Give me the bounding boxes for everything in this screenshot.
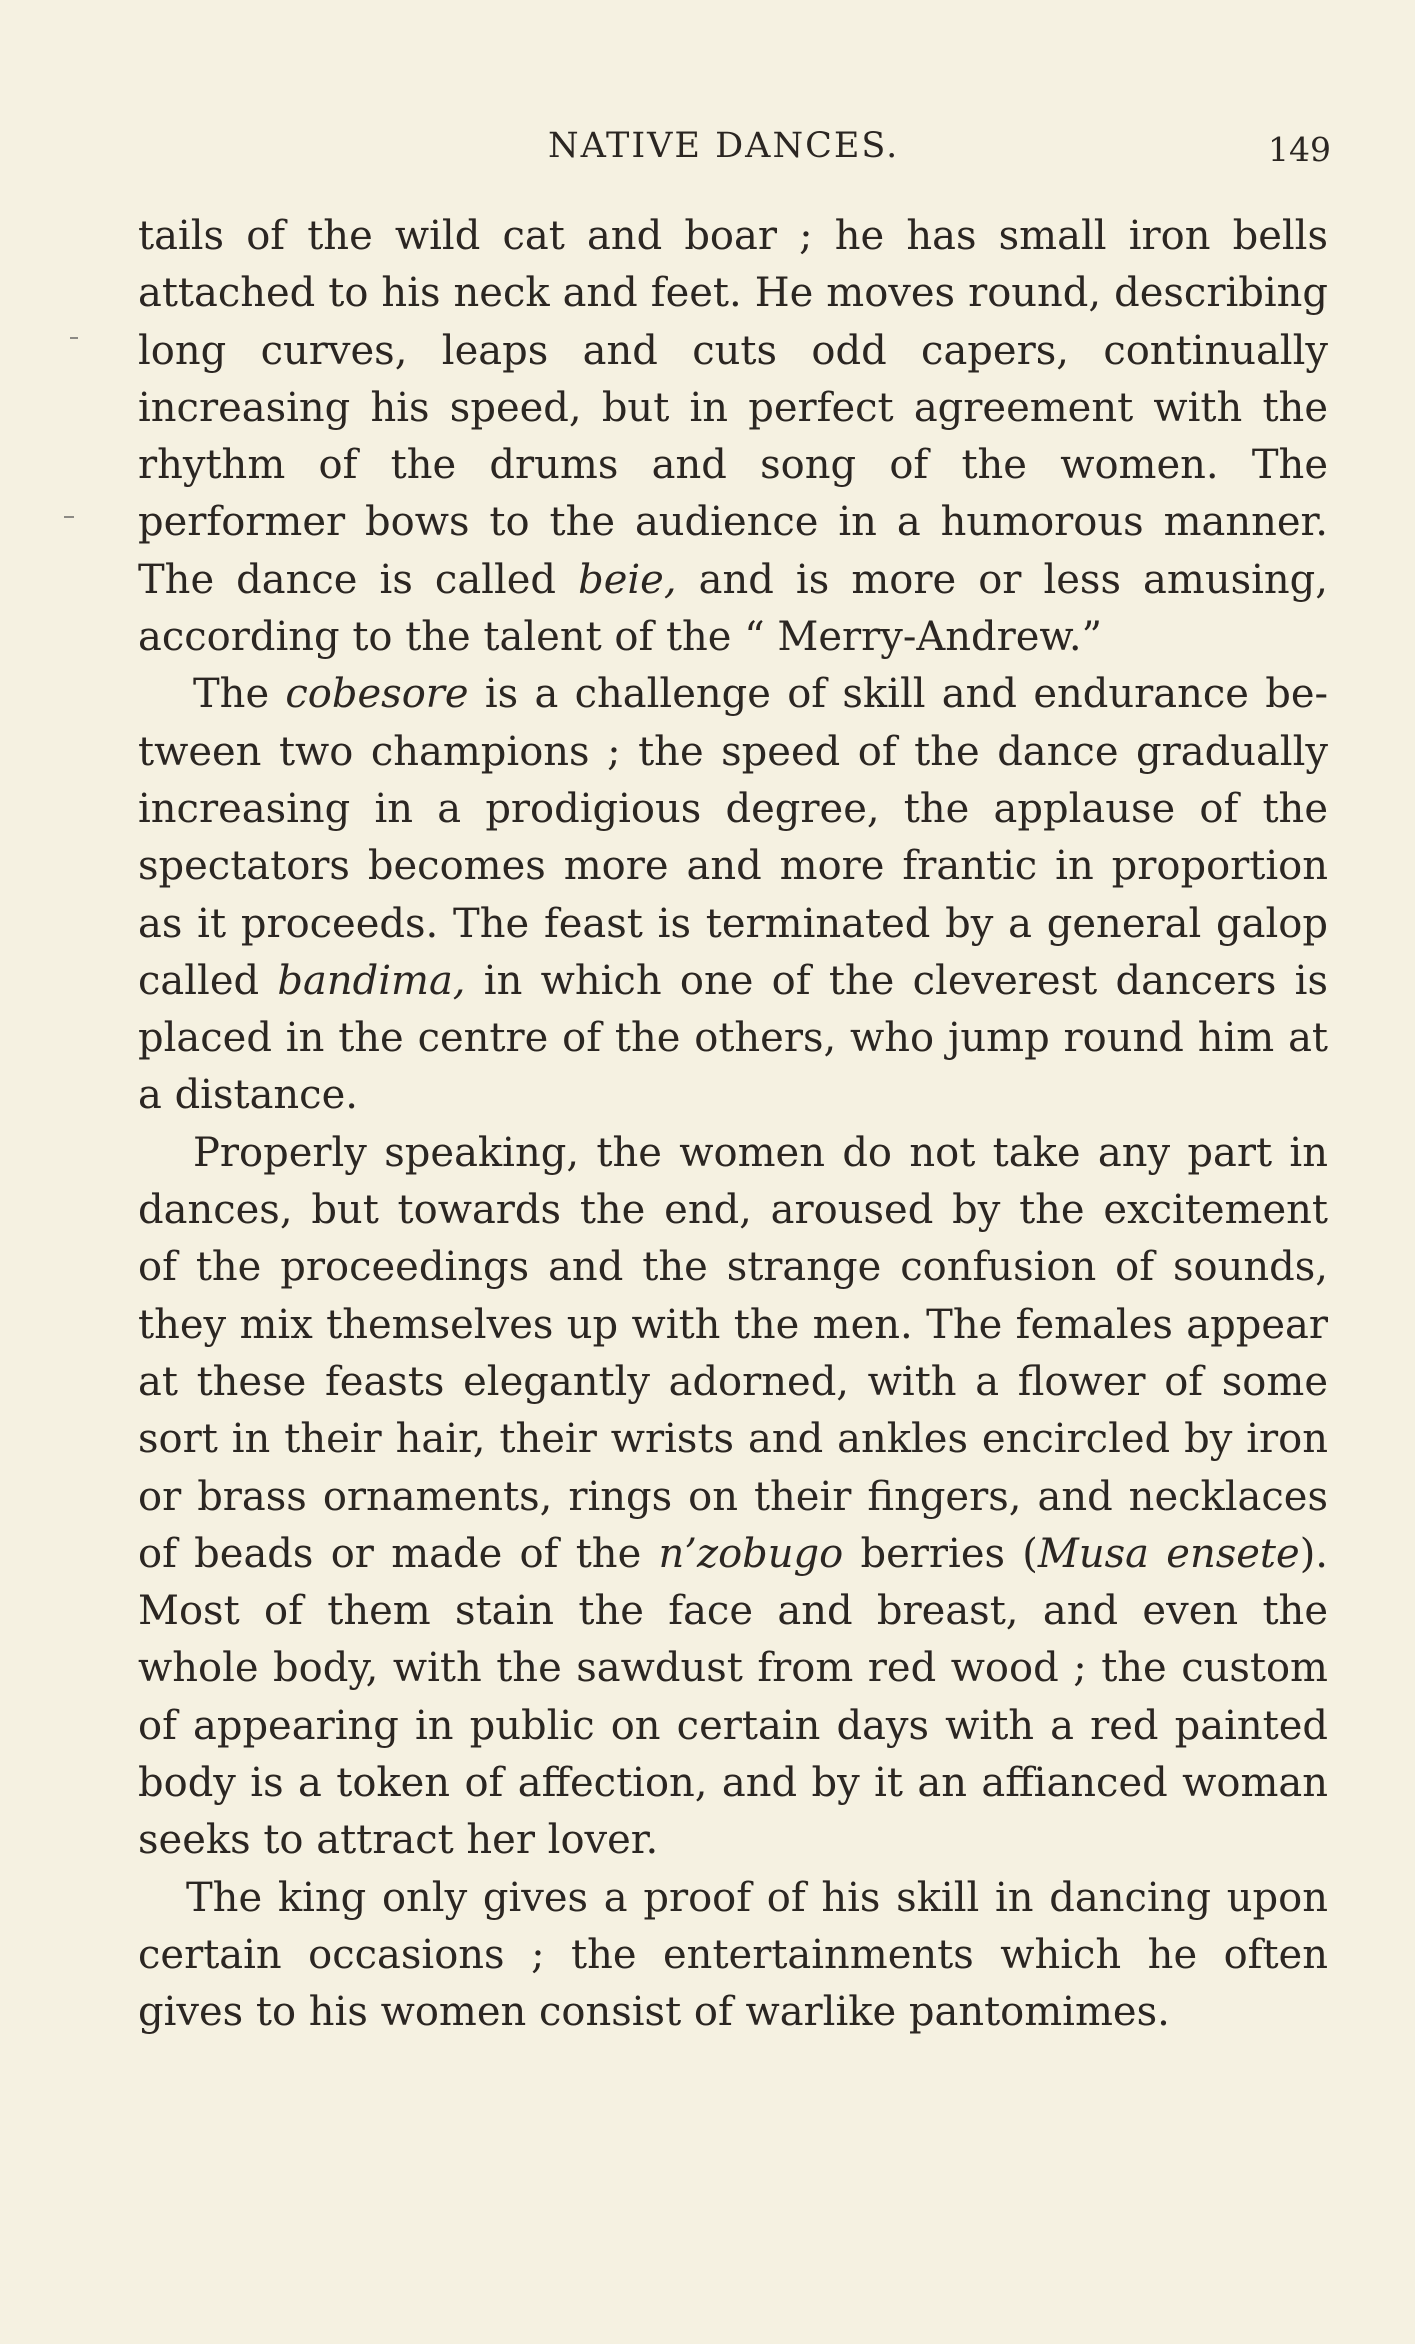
text-span: The: [193, 671, 286, 718]
text-span: ). Most of them stain the face and breast, and even the whole body, with the sawdust from red wood ; the custom of appearing in public on certain days with a red painted body is a token of affection, and by it an affianced woman seeks to attract her lover.: [138, 1530, 1329, 1864]
text-span: in which one of the cleverest dancers is placed in the centre of the others, who jump round him at a distance.: [138, 957, 1329, 1119]
paragraph-3: [138, 1125, 1328, 1870]
text-span: The king only gives a proof of his skill in dancing upon certain occasions ; the entertainments which he often gives to his women consist of warlike pantomimes.: [138, 1874, 1328, 2036]
text-span: Properly speaking, the women do not take any part in dances, but towards the end, aroused by the excitement of the proceedings and the strange confusion of sounds, they mix themselves up with the men. The females appear at these feasts elegantly adorned, with a flower of some sort in their hair, their wrists and ankles encircled by iron or brass ornaments, rings on their fingers, and necklaces of beads or made of the: [138, 1129, 1328, 1577]
text-span: and is more or less amusing, according to the talent of the “ Merry-Andrew.”: [138, 556, 1328, 661]
paragraph-1: [138, 208, 1328, 666]
paragraph-4: [138, 1870, 1328, 2042]
italic-term: bandima,: [277, 957, 466, 1004]
running-header: [0, 126, 1415, 174]
running-title: NATIVE DANCES.: [548, 126, 900, 166]
page-number: 149: [1268, 130, 1331, 169]
italic-term: cobesore: [285, 671, 469, 718]
text-span: is a challenge of skill and endurance between two champions ; the speed of the dance gradually increasing in a prodigious degree, the applause of the spectators becomes more and more frantic in proportion as it proceeds. The feast is terminated by a general galop called: [138, 671, 1329, 1004]
text-span: tails of the wild cat and boar ; he has small iron bells attached to his neck and feet. He moves round, describing long curves, leaps and cuts odd capers, continually increasing his speed, but in perfect agreement with the rhythm of the drums and song of the women. The performer bows to the audience in a humorous manner. The dance is called: [138, 213, 1328, 603]
italic-term: n’zobugo: [658, 1530, 844, 1577]
margin-speck: [64, 516, 74, 518]
italic-term: beie,: [578, 556, 677, 603]
margin-speck: [70, 337, 78, 339]
body-text: [138, 208, 1328, 2042]
text-span: berries (: [843, 1530, 1038, 1577]
italic-term: Musa ensete: [1037, 1530, 1300, 1577]
paragraph-2: [138, 666, 1328, 1124]
